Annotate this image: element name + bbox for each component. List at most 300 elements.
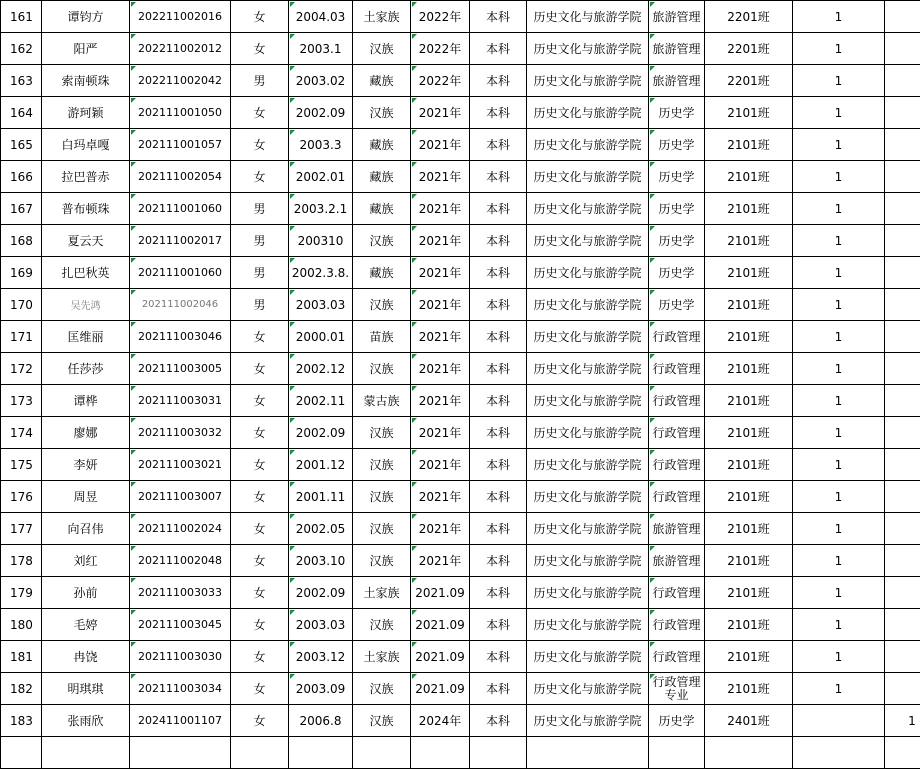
cell-gender[interactable]: 男 — [231, 225, 289, 257]
cell-name[interactable]: 普布顿珠 — [42, 193, 130, 225]
cell-class[interactable]: 2101班 — [705, 193, 793, 225]
cell-count-extra[interactable] — [885, 193, 920, 225]
cell-gender[interactable]: 女 — [231, 1, 289, 33]
cell-count-extra[interactable] — [885, 673, 920, 705]
cell-student-id[interactable]: 202111003031 — [130, 385, 231, 417]
cell-birth-date[interactable]: 2002.12 — [289, 353, 353, 385]
cell-name[interactable]: 拉巴普赤 — [42, 161, 130, 193]
cell-birth-date[interactable]: 2003.2.1 — [289, 193, 353, 225]
cell-degree-level[interactable]: 本科 — [470, 161, 527, 193]
cell-gender[interactable]: 女 — [231, 385, 289, 417]
cell-college[interactable]: 历史文化与旅游学院 — [527, 417, 649, 449]
cell-ethnicity[interactable]: 汉族 — [353, 513, 411, 545]
cell-name[interactable]: 廖娜 — [42, 417, 130, 449]
cell-student-id[interactable]: 202211002016 — [130, 1, 231, 33]
cell-name[interactable]: 吴先鸿 — [42, 289, 130, 321]
cell-count[interactable]: 1 — [793, 545, 885, 577]
cell-ethnicity[interactable]: 土家族 — [353, 577, 411, 609]
cell-degree-level[interactable]: 本科 — [470, 97, 527, 129]
cell-name[interactable]: 冉饶 — [42, 641, 130, 673]
cell-birth-date[interactable]: 2003.12 — [289, 641, 353, 673]
cell-birth-date[interactable]: 2003.03 — [289, 289, 353, 321]
cell-enrollment-year[interactable]: 2021.09 — [411, 673, 470, 705]
cell-count-extra[interactable] — [885, 481, 920, 513]
cell-count-extra[interactable] — [885, 129, 920, 161]
cell-count[interactable] — [793, 705, 885, 737]
cell-gender[interactable]: 女 — [231, 321, 289, 353]
cell-row-number[interactable]: 169 — [1, 257, 42, 289]
cell-ethnicity[interactable]: 汉族 — [353, 609, 411, 641]
cell-student-id[interactable]: 202111003046 — [130, 321, 231, 353]
cell-enrollment-year[interactable]: 2021年 — [411, 545, 470, 577]
cell-degree-level[interactable]: 本科 — [470, 577, 527, 609]
cell-degree-level[interactable]: 本科 — [470, 449, 527, 481]
cell-enrollment-year[interactable]: 2022年 — [411, 65, 470, 97]
cell-degree-level[interactable]: 本科 — [470, 673, 527, 705]
cell-student-id[interactable]: 202111002024 — [130, 513, 231, 545]
cell-major[interactable]: 历史学 — [649, 225, 705, 257]
cell-count[interactable]: 1 — [793, 33, 885, 65]
cell-name[interactable]: 索南顿珠 — [42, 65, 130, 97]
cell-name[interactable]: 周昱 — [42, 481, 130, 513]
cell-major[interactable]: 旅游管理 — [649, 545, 705, 577]
cell-count[interactable]: 1 — [793, 609, 885, 641]
cell-ethnicity[interactable]: 汉族 — [353, 705, 411, 737]
cell-enrollment-year[interactable]: 2024年 — [411, 705, 470, 737]
cell-count[interactable]: 1 — [793, 641, 885, 673]
cell-class[interactable]: 2101班 — [705, 641, 793, 673]
cell-row-number[interactable]: 166 — [1, 161, 42, 193]
cell-gender[interactable]: 女 — [231, 33, 289, 65]
cell-count-extra[interactable] — [885, 321, 920, 353]
cell-class[interactable] — [705, 737, 793, 769]
cell-major[interactable]: 旅游管理 — [649, 65, 705, 97]
cell-major[interactable]: 历史学 — [649, 705, 705, 737]
cell-row-number[interactable]: 181 — [1, 641, 42, 673]
cell-row-number[interactable]: 162 — [1, 33, 42, 65]
cell-name[interactable]: 李妍 — [42, 449, 130, 481]
cell-row-number[interactable]: 178 — [1, 545, 42, 577]
cell-birth-date[interactable] — [289, 737, 353, 769]
cell-row-number[interactable]: 179 — [1, 577, 42, 609]
cell-degree-level[interactable]: 本科 — [470, 353, 527, 385]
cell-enrollment-year[interactable]: 2021年 — [411, 481, 470, 513]
cell-count[interactable]: 1 — [793, 129, 885, 161]
cell-college[interactable]: 历史文化与旅游学院 — [527, 609, 649, 641]
cell-college[interactable]: 历史文化与旅游学院 — [527, 449, 649, 481]
cell-major[interactable]: 行政管理专业 — [649, 673, 705, 705]
cell-name[interactable] — [42, 737, 130, 769]
cell-major[interactable]: 行政管理 — [649, 353, 705, 385]
cell-name[interactable]: 毛婷 — [42, 609, 130, 641]
cell-enrollment-year[interactable]: 2021年 — [411, 449, 470, 481]
cell-count[interactable]: 1 — [793, 289, 885, 321]
cell-name[interactable]: 任莎莎 — [42, 353, 130, 385]
cell-name[interactable]: 扎巴秋英 — [42, 257, 130, 289]
cell-class[interactable]: 2401班 — [705, 705, 793, 737]
cell-class[interactable]: 2101班 — [705, 449, 793, 481]
cell-count[interactable]: 1 — [793, 385, 885, 417]
cell-birth-date[interactable]: 2002.09 — [289, 577, 353, 609]
cell-major[interactable]: 行政管理 — [649, 577, 705, 609]
cell-gender[interactable]: 女 — [231, 513, 289, 545]
cell-count[interactable]: 1 — [793, 97, 885, 129]
cell-class[interactable]: 2101班 — [705, 97, 793, 129]
cell-gender[interactable]: 女 — [231, 417, 289, 449]
cell-name[interactable]: 孙前 — [42, 577, 130, 609]
cell-enrollment-year[interactable]: 2021.09 — [411, 577, 470, 609]
cell-count[interactable]: 1 — [793, 161, 885, 193]
cell-enrollment-year[interactable]: 2022年 — [411, 33, 470, 65]
cell-gender[interactable]: 女 — [231, 705, 289, 737]
cell-birth-date[interactable]: 2003.1 — [289, 33, 353, 65]
cell-count-extra[interactable] — [885, 737, 920, 769]
cell-enrollment-year[interactable]: 2021年 — [411, 257, 470, 289]
cell-class[interactable]: 2101班 — [705, 225, 793, 257]
cell-major[interactable]: 旅游管理 — [649, 513, 705, 545]
cell-class[interactable]: 2201班 — [705, 33, 793, 65]
cell-class[interactable]: 2101班 — [705, 321, 793, 353]
cell-ethnicity[interactable]: 藏族 — [353, 257, 411, 289]
cell-major[interactable]: 旅游管理 — [649, 33, 705, 65]
cell-birth-date[interactable]: 2003.10 — [289, 545, 353, 577]
cell-count[interactable]: 1 — [793, 321, 885, 353]
cell-class[interactable]: 2101班 — [705, 129, 793, 161]
cell-college[interactable]: 历史文化与旅游学院 — [527, 353, 649, 385]
cell-degree-level[interactable]: 本科 — [470, 225, 527, 257]
cell-college[interactable]: 历史文化与旅游学院 — [527, 513, 649, 545]
cell-student-id[interactable] — [130, 737, 231, 769]
cell-college[interactable]: 历史文化与旅游学院 — [527, 289, 649, 321]
cell-enrollment-year[interactable]: 2021年 — [411, 385, 470, 417]
cell-gender[interactable]: 男 — [231, 289, 289, 321]
cell-student-id[interactable]: 202111001060 — [130, 193, 231, 225]
cell-enrollment-year[interactable]: 2021年 — [411, 289, 470, 321]
cell-major[interactable]: 行政管理 — [649, 481, 705, 513]
cell-enrollment-year[interactable]: 2021年 — [411, 513, 470, 545]
cell-degree-level[interactable]: 本科 — [470, 65, 527, 97]
cell-enrollment-year[interactable]: 2021.09 — [411, 641, 470, 673]
cell-gender[interactable] — [231, 737, 289, 769]
cell-class[interactable]: 2101班 — [705, 513, 793, 545]
cell-student-id[interactable]: 202111003007 — [130, 481, 231, 513]
cell-ethnicity[interactable]: 汉族 — [353, 289, 411, 321]
cell-count[interactable]: 1 — [793, 481, 885, 513]
cell-row-number[interactable]: 176 — [1, 481, 42, 513]
cell-college[interactable]: 历史文化与旅游学院 — [527, 33, 649, 65]
cell-gender[interactable]: 女 — [231, 161, 289, 193]
cell-major[interactable]: 历史学 — [649, 97, 705, 129]
cell-count-extra[interactable] — [885, 417, 920, 449]
cell-count[interactable]: 1 — [793, 577, 885, 609]
cell-birth-date[interactable]: 2002.11 — [289, 385, 353, 417]
cell-count-extra[interactable] — [885, 641, 920, 673]
cell-birth-date[interactable]: 2002.3.8. — [289, 257, 353, 289]
cell-birth-date[interactable]: 2002.05 — [289, 513, 353, 545]
cell-count[interactable]: 1 — [793, 257, 885, 289]
cell-birth-date[interactable]: 2003.03 — [289, 609, 353, 641]
cell-count-extra[interactable] — [885, 33, 920, 65]
cell-student-id[interactable]: 202111003021 — [130, 449, 231, 481]
cell-enrollment-year[interactable]: 2021年 — [411, 321, 470, 353]
cell-college[interactable]: 历史文化与旅游学院 — [527, 1, 649, 33]
cell-student-id[interactable]: 202111003033 — [130, 577, 231, 609]
cell-enrollment-year[interactable]: 2021年 — [411, 353, 470, 385]
cell-major[interactable]: 行政管理 — [649, 449, 705, 481]
cell-college[interactable]: 历史文化与旅游学院 — [527, 161, 649, 193]
cell-name[interactable]: 夏云天 — [42, 225, 130, 257]
cell-enrollment-year[interactable]: 2021.09 — [411, 609, 470, 641]
cell-college[interactable]: 历史文化与旅游学院 — [527, 481, 649, 513]
cell-count-extra[interactable] — [885, 353, 920, 385]
cell-ethnicity[interactable]: 汉族 — [353, 673, 411, 705]
cell-enrollment-year[interactable]: 2021年 — [411, 193, 470, 225]
cell-name[interactable]: 阳严 — [42, 33, 130, 65]
cell-count[interactable] — [793, 737, 885, 769]
cell-ethnicity[interactable] — [353, 737, 411, 769]
cell-row-number[interactable]: 175 — [1, 449, 42, 481]
cell-degree-level[interactable] — [470, 737, 527, 769]
cell-college[interactable]: 历史文化与旅游学院 — [527, 577, 649, 609]
cell-gender[interactable]: 女 — [231, 129, 289, 161]
cell-count[interactable]: 1 — [793, 353, 885, 385]
cell-gender[interactable]: 女 — [231, 545, 289, 577]
cell-college[interactable]: 历史文化与旅游学院 — [527, 65, 649, 97]
cell-gender[interactable]: 女 — [231, 97, 289, 129]
cell-degree-level[interactable]: 本科 — [470, 705, 527, 737]
cell-count-extra[interactable] — [885, 97, 920, 129]
cell-count-extra[interactable] — [885, 289, 920, 321]
cell-student-id[interactable]: 202111003030 — [130, 641, 231, 673]
cell-student-id[interactable]: 202111002048 — [130, 545, 231, 577]
cell-major[interactable]: 历史学 — [649, 161, 705, 193]
cell-degree-level[interactable]: 本科 — [470, 33, 527, 65]
cell-name[interactable]: 谭桦 — [42, 385, 130, 417]
cell-degree-level[interactable]: 本科 — [470, 417, 527, 449]
cell-class[interactable]: 2201班 — [705, 65, 793, 97]
cell-count-extra[interactable] — [885, 385, 920, 417]
cell-major[interactable]: 行政管理 — [649, 609, 705, 641]
cell-birth-date[interactable]: 2003.09 — [289, 673, 353, 705]
cell-student-id[interactable]: 202211002042 — [130, 65, 231, 97]
cell-class[interactable]: 2101班 — [705, 257, 793, 289]
cell-row-number[interactable]: 163 — [1, 65, 42, 97]
cell-count[interactable]: 1 — [793, 225, 885, 257]
cell-row-number[interactable]: 168 — [1, 225, 42, 257]
cell-birth-date[interactable]: 2002.09 — [289, 417, 353, 449]
cell-ethnicity[interactable]: 汉族 — [353, 481, 411, 513]
cell-count[interactable]: 1 — [793, 673, 885, 705]
cell-degree-level[interactable]: 本科 — [470, 609, 527, 641]
cell-degree-level[interactable]: 本科 — [470, 321, 527, 353]
cell-row-number[interactable]: 170 — [1, 289, 42, 321]
cell-major[interactable]: 旅游管理 — [649, 1, 705, 33]
cell-degree-level[interactable]: 本科 — [470, 385, 527, 417]
cell-count[interactable]: 1 — [793, 513, 885, 545]
cell-ethnicity[interactable]: 汉族 — [353, 225, 411, 257]
cell-college[interactable] — [527, 737, 649, 769]
cell-gender[interactable]: 女 — [231, 609, 289, 641]
cell-count[interactable]: 1 — [793, 1, 885, 33]
cell-row-number[interactable]: 174 — [1, 417, 42, 449]
cell-row-number[interactable] — [1, 737, 42, 769]
cell-major[interactable]: 行政管理 — [649, 641, 705, 673]
cell-count-extra[interactable]: 1 — [885, 705, 920, 737]
cell-name[interactable]: 游珂颖 — [42, 97, 130, 129]
cell-birth-date[interactable]: 2003.02 — [289, 65, 353, 97]
cell-birth-date[interactable]: 2006.8 — [289, 705, 353, 737]
cell-birth-date[interactable]: 2001.11 — [289, 481, 353, 513]
cell-gender[interactable]: 女 — [231, 353, 289, 385]
cell-class[interactable]: 2101班 — [705, 417, 793, 449]
cell-degree-level[interactable]: 本科 — [470, 513, 527, 545]
cell-row-number[interactable]: 165 — [1, 129, 42, 161]
cell-birth-date[interactable]: 2003.3 — [289, 129, 353, 161]
cell-student-id[interactable]: 202111002017 — [130, 225, 231, 257]
cell-ethnicity[interactable]: 汉族 — [353, 97, 411, 129]
cell-student-id[interactable]: 202111001060 — [130, 257, 231, 289]
cell-student-id[interactable]: 202111003045 — [130, 609, 231, 641]
cell-row-number[interactable]: 183 — [1, 705, 42, 737]
cell-ethnicity[interactable]: 汉族 — [353, 33, 411, 65]
cell-row-number[interactable]: 177 — [1, 513, 42, 545]
cell-student-id[interactable]: 202111003005 — [130, 353, 231, 385]
cell-gender[interactable]: 男 — [231, 193, 289, 225]
cell-enrollment-year[interactable]: 2021年 — [411, 161, 470, 193]
cell-class[interactable]: 2101班 — [705, 161, 793, 193]
cell-gender[interactable]: 女 — [231, 641, 289, 673]
cell-degree-level[interactable]: 本科 — [470, 545, 527, 577]
cell-ethnicity[interactable]: 土家族 — [353, 1, 411, 33]
cell-row-number[interactable]: 180 — [1, 609, 42, 641]
cell-name[interactable]: 谭钧方 — [42, 1, 130, 33]
cell-major[interactable]: 历史学 — [649, 193, 705, 225]
cell-row-number[interactable]: 164 — [1, 97, 42, 129]
cell-enrollment-year[interactable]: 2022年 — [411, 1, 470, 33]
cell-student-id[interactable]: 202411001107 — [130, 705, 231, 737]
cell-class[interactable]: 2101班 — [705, 385, 793, 417]
cell-ethnicity[interactable]: 苗族 — [353, 321, 411, 353]
cell-row-number[interactable]: 172 — [1, 353, 42, 385]
cell-degree-level[interactable]: 本科 — [470, 481, 527, 513]
cell-class[interactable]: 2101班 — [705, 353, 793, 385]
cell-row-number[interactable]: 182 — [1, 673, 42, 705]
cell-college[interactable]: 历史文化与旅游学院 — [527, 705, 649, 737]
cell-degree-level[interactable]: 本科 — [470, 641, 527, 673]
cell-count-extra[interactable] — [885, 449, 920, 481]
cell-degree-level[interactable]: 本科 — [470, 129, 527, 161]
cell-ethnicity[interactable]: 藏族 — [353, 161, 411, 193]
cell-birth-date[interactable]: 2000.01 — [289, 321, 353, 353]
cell-row-number[interactable]: 171 — [1, 321, 42, 353]
cell-class[interactable]: 2101班 — [705, 289, 793, 321]
cell-name[interactable]: 张雨欣 — [42, 705, 130, 737]
cell-college[interactable]: 历史文化与旅游学院 — [527, 97, 649, 129]
cell-major[interactable]: 行政管理 — [649, 385, 705, 417]
cell-name[interactable]: 白玛卓嘎 — [42, 129, 130, 161]
cell-name[interactable]: 匡维丽 — [42, 321, 130, 353]
cell-college[interactable]: 历史文化与旅游学院 — [527, 545, 649, 577]
cell-college[interactable]: 历史文化与旅游学院 — [527, 129, 649, 161]
cell-ethnicity[interactable]: 土家族 — [353, 641, 411, 673]
cell-count[interactable]: 1 — [793, 65, 885, 97]
cell-ethnicity[interactable]: 藏族 — [353, 193, 411, 225]
cell-enrollment-year[interactable]: 2021年 — [411, 97, 470, 129]
cell-gender[interactable]: 女 — [231, 673, 289, 705]
cell-student-id[interactable]: 202111003034 — [130, 673, 231, 705]
cell-count-extra[interactable] — [885, 257, 920, 289]
cell-ethnicity[interactable]: 汉族 — [353, 417, 411, 449]
cell-degree-level[interactable]: 本科 — [470, 257, 527, 289]
cell-count[interactable]: 1 — [793, 449, 885, 481]
cell-ethnicity[interactable]: 汉族 — [353, 545, 411, 577]
cell-gender[interactable]: 女 — [231, 481, 289, 513]
cell-name[interactable]: 刘红 — [42, 545, 130, 577]
cell-ethnicity[interactable]: 藏族 — [353, 65, 411, 97]
cell-degree-level[interactable]: 本科 — [470, 193, 527, 225]
cell-birth-date[interactable]: 2001.12 — [289, 449, 353, 481]
cell-ethnicity[interactable]: 汉族 — [353, 449, 411, 481]
cell-degree-level[interactable]: 本科 — [470, 289, 527, 321]
cell-college[interactable]: 历史文化与旅游学院 — [527, 641, 649, 673]
cell-ethnicity[interactable]: 藏族 — [353, 129, 411, 161]
cell-student-id[interactable]: 202111003032 — [130, 417, 231, 449]
cell-college[interactable]: 历史文化与旅游学院 — [527, 321, 649, 353]
cell-major[interactable]: 行政管理 — [649, 417, 705, 449]
cell-gender[interactable]: 男 — [231, 65, 289, 97]
cell-count-extra[interactable] — [885, 577, 920, 609]
cell-class[interactable]: 2101班 — [705, 609, 793, 641]
cell-count-extra[interactable] — [885, 161, 920, 193]
cell-class[interactable]: 2101班 — [705, 577, 793, 609]
cell-class[interactable]: 2101班 — [705, 545, 793, 577]
cell-enrollment-year[interactable]: 2021年 — [411, 225, 470, 257]
cell-college[interactable]: 历史文化与旅游学院 — [527, 385, 649, 417]
cell-birth-date[interactable]: 2002.01 — [289, 161, 353, 193]
cell-name[interactable]: 向召伟 — [42, 513, 130, 545]
cell-row-number[interactable]: 167 — [1, 193, 42, 225]
cell-major[interactable]: 行政管理 — [649, 321, 705, 353]
cell-college[interactable]: 历史文化与旅游学院 — [527, 193, 649, 225]
cell-class[interactable]: 2101班 — [705, 481, 793, 513]
cell-major[interactable] — [649, 737, 705, 769]
cell-ethnicity[interactable]: 汉族 — [353, 353, 411, 385]
cell-name[interactable]: 明琪琪 — [42, 673, 130, 705]
cell-class[interactable]: 2201班 — [705, 1, 793, 33]
cell-student-id[interactable]: 202211002012 — [130, 33, 231, 65]
cell-college[interactable]: 历史文化与旅游学院 — [527, 257, 649, 289]
cell-enrollment-year[interactable] — [411, 737, 470, 769]
cell-birth-date[interactable]: 200310 — [289, 225, 353, 257]
cell-row-number[interactable]: 173 — [1, 385, 42, 417]
cell-enrollment-year[interactable]: 2021年 — [411, 129, 470, 161]
cell-student-id[interactable]: 202111002046 — [130, 289, 231, 321]
cell-major[interactable]: 历史学 — [649, 257, 705, 289]
cell-count[interactable]: 1 — [793, 193, 885, 225]
cell-gender[interactable]: 男 — [231, 257, 289, 289]
cell-count-extra[interactable] — [885, 609, 920, 641]
cell-count-extra[interactable] — [885, 513, 920, 545]
cell-student-id[interactable]: 202111002054 — [130, 161, 231, 193]
cell-ethnicity[interactable]: 蒙古族 — [353, 385, 411, 417]
cell-count-extra[interactable] — [885, 225, 920, 257]
cell-gender[interactable]: 女 — [231, 577, 289, 609]
cell-count[interactable]: 1 — [793, 417, 885, 449]
cell-college[interactable]: 历史文化与旅游学院 — [527, 673, 649, 705]
cell-student-id[interactable]: 202111001050 — [130, 97, 231, 129]
cell-count-extra[interactable] — [885, 1, 920, 33]
cell-gender[interactable]: 女 — [231, 449, 289, 481]
